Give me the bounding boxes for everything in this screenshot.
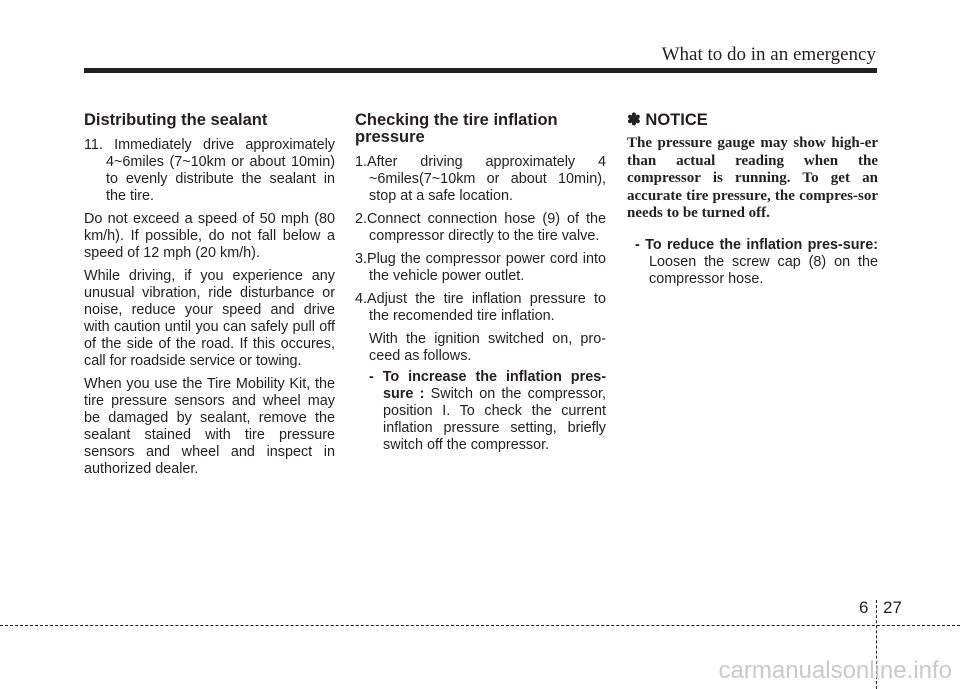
heading-checking-pressure: Checking the tire inflation pressure [355, 111, 558, 146]
step-2: 2.Connect connection hose (9) of the compressor directly to the tire valve. [355, 211, 606, 244]
watermark: carmanualsonline.info [718, 657, 952, 684]
step-4-sub: With the ignition switched on, pro-ceed as follows. [369, 331, 606, 364]
column-distributing-sealant [84, 112, 335, 484]
step-3: 3.Plug the compressor power cord into the vehicle power outlet. [355, 251, 606, 284]
footer-dashed-rule [0, 625, 960, 626]
sensor-paragraph: When you use the Tire Mobility Kit, the tire pressure sensors and wheel may be damaged by sealant, remove the sealant stained with tire pressure sensors and wheel and inspect in authorized dealer. [84, 376, 335, 477]
step-1: 1.After driving approximately 4 ~6miles(7~10km or about 10min), stop at a safe location. [355, 154, 606, 204]
notice-title [627, 112, 878, 129]
section-number: 6 [859, 598, 869, 617]
header-rule [84, 68, 877, 73]
page-number: 27 [883, 598, 902, 617]
reduce-pressure-text: Loosen the screw cap (8) on the compressor hose. [649, 253, 878, 287]
notice-star-icon: ✽ [627, 111, 641, 129]
increase-pressure-lead: - To increase the inflation pres-sure : [369, 369, 606, 402]
step-4: 4.Adjust the tire inflation pressure to the recomended tire inflation. [355, 291, 606, 324]
vibration-paragraph: While driving, if you experience any unusual vibration, ride disturbance or noise, reduce your speed and drive with caution until you can safely pull off of the side of the road. If this occures, call for roadside service or towing. [84, 268, 335, 369]
step-11: 11. Immediately drive approximately 4~6miles (7~10km or about 10min) to evenly distribute the sealant in the tire. [84, 137, 335, 204]
column-notice [627, 112, 878, 288]
increase-pressure-text: Switch on the compressor, position I. To check the current inflation pressure setting, briefly switch off the compressor. [383, 386, 606, 453]
column-checking-pressure [355, 112, 606, 454]
increase-pressure-item [355, 369, 606, 454]
heading-distributing-sealant: Distributing the sealant [84, 111, 268, 129]
reduce-pressure-item [627, 237, 878, 288]
section-title: What to do in an emergency [661, 44, 876, 65]
speed-paragraph: Do not exceed a speed of 50 mph (80 km/h). If possible, do not fall below a speed of 12 mph (20 km/h). [84, 211, 335, 261]
reduce-pressure-lead: - To reduce the inflation pres-sure: [635, 236, 878, 253]
notice-label: NOTICE [640, 111, 708, 129]
notice-body: The pressure gauge may show high-er than actual reading when the compressor is running. To get an accurate tire pressure, the compres-sor needs to be turned off. [627, 135, 878, 221]
